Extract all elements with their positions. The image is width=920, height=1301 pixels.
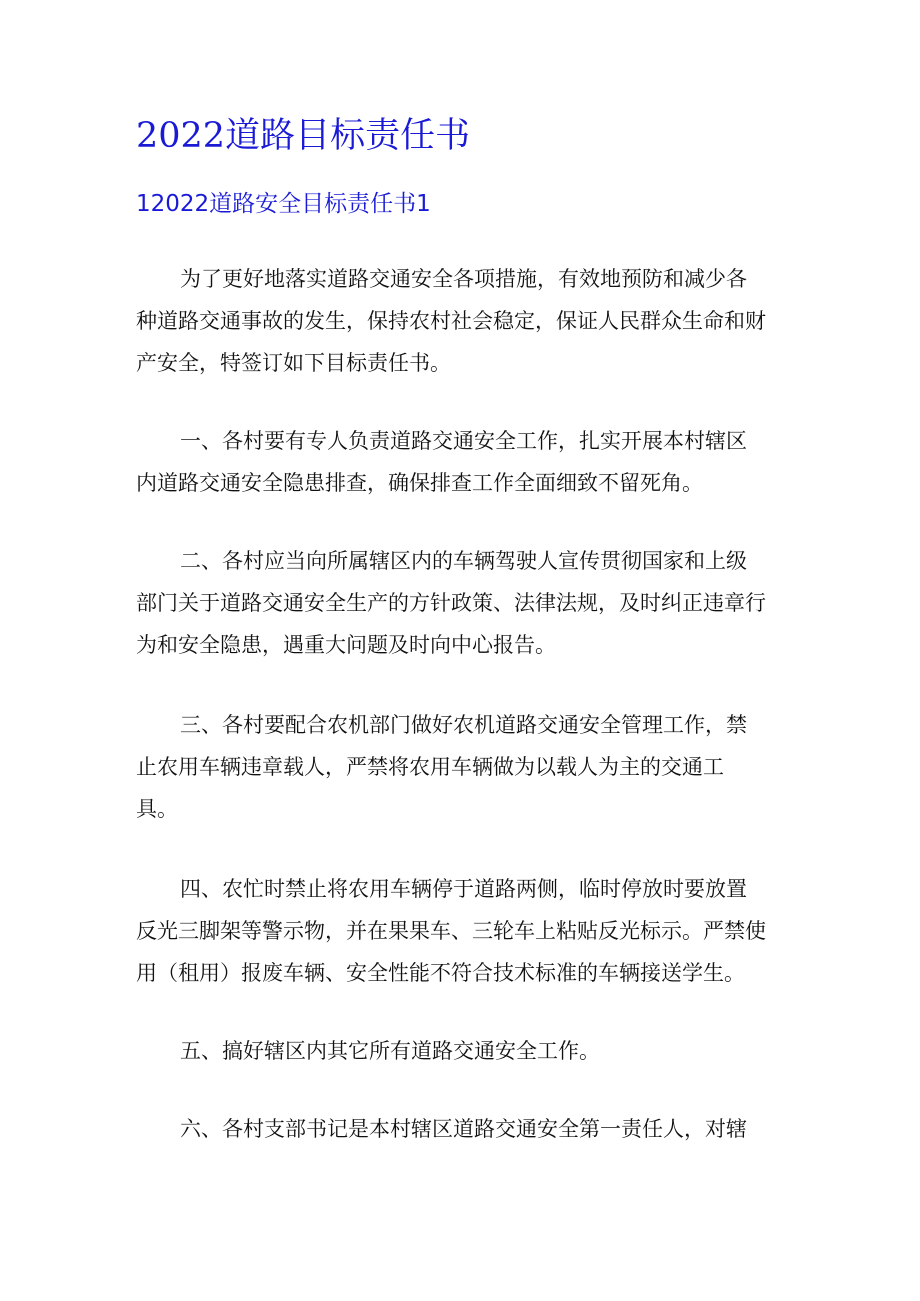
paragraph-line: 止农用车辆违章载人，严禁将农用车辆做为以载人为主的交通工 — [136, 755, 724, 779]
paragraph-line: 用（租用）报废车辆、安全性能不符合技术标准的车辆接送学生。 — [136, 961, 745, 985]
paragraph-line: 六、各村支部书记是本村辖区道路交通安全第一责任人，对辖 — [180, 1117, 747, 1141]
paragraph-intro — [136, 258, 766, 384]
paragraph-line: 三、各村要配合农机部门做好农机道路交通安全管理工作，禁 — [180, 713, 747, 737]
paragraph-line: 具。 — [136, 797, 178, 821]
paragraph-item-4 — [136, 868, 766, 994]
paragraph-line: 二、各村应当向所属辖区内的车辆驾驶人宣传贯彻国家和上级 — [180, 549, 747, 573]
paragraph-line: 内道路交通安全隐患排查，确保排查工作全面细致不留死角。 — [136, 471, 703, 495]
paragraph-line: 部门关于道路交通安全生产的方针政策、法律法规，及时纠正违章行 — [136, 591, 766, 615]
paragraph-line: 一、各村要有专人负责道路交通安全工作，扎实开展本村辖区 — [180, 429, 747, 453]
paragraph-item-5 — [136, 1030, 600, 1072]
paragraph-item-1 — [136, 420, 747, 504]
document-title: 2022道路目标责任书 — [136, 116, 471, 156]
paragraph-line: 产安全，特签订如下目标责任书。 — [136, 351, 451, 375]
paragraph-line: 反光三脚架等警示物，并在果果车、三轮车上粘贴反光标示。严禁使 — [136, 919, 766, 943]
paragraph-item-2 — [136, 540, 766, 666]
paragraph-line: 为了更好地落实道路交通安全各项措施，有效地预防和减少各 — [180, 267, 747, 291]
paragraph-line: 种道路交通事故的发生，保持农村社会稳定，保证人民群众生命和财 — [136, 309, 766, 333]
paragraph-item-6 — [136, 1108, 747, 1150]
paragraph-item-3 — [136, 704, 747, 830]
paragraph-line: 为和安全隐患，遇重大问题及时向中心报告。 — [136, 633, 556, 657]
paragraph-line: 四、农忙时禁止将农用车辆停于道路两侧，临时停放时要放置 — [180, 877, 747, 901]
paragraph-line: 五、搞好辖区内其它所有道路交通安全工作。 — [180, 1039, 600, 1063]
document-subtitle: 12022道路安全目标责任书1 — [136, 191, 431, 217]
